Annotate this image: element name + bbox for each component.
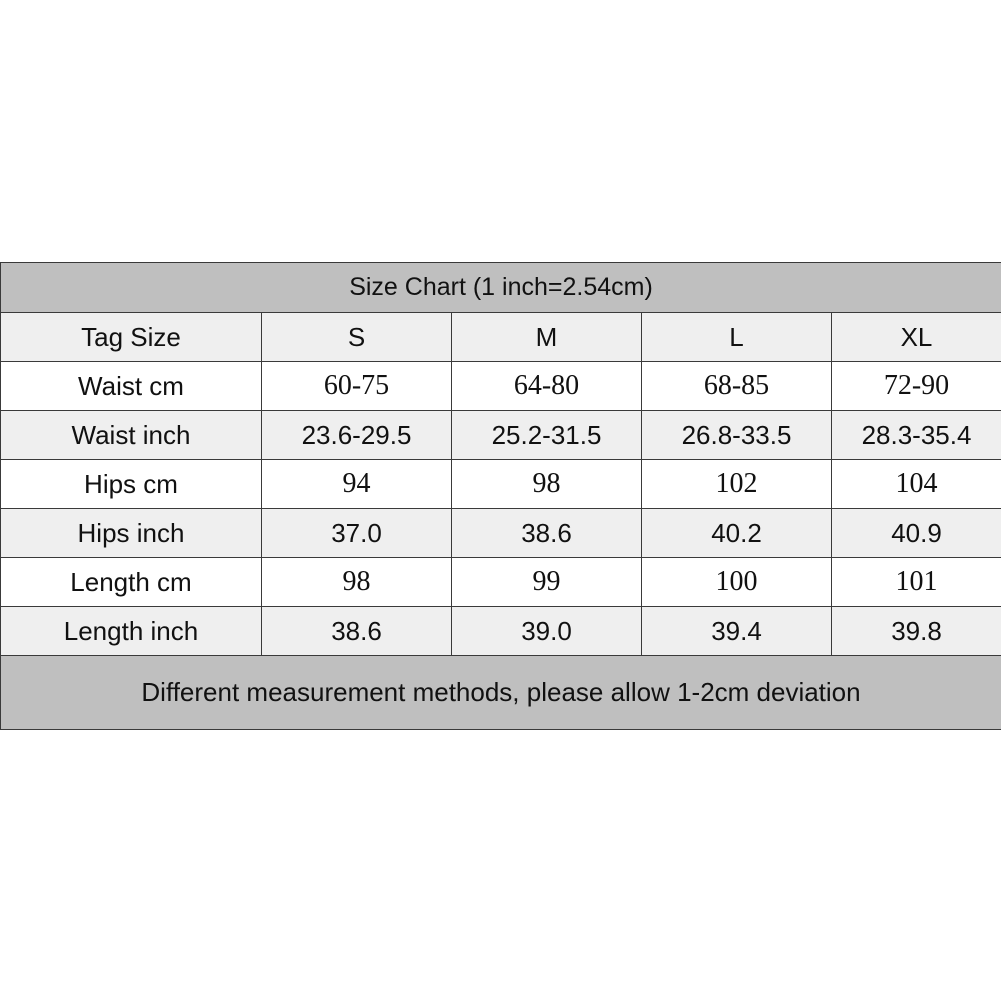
- cell-value: 98: [262, 558, 452, 607]
- row-label: Hips cm: [1, 460, 262, 509]
- tag-size-label: Tag Size: [1, 313, 262, 362]
- table-row-length-inch: [1, 607, 1001, 656]
- cell-value: 104: [832, 460, 1001, 509]
- cell-value: 64-80: [452, 362, 642, 411]
- cell-value: 23.6-29.5: [262, 411, 452, 460]
- cell-value: 99: [452, 558, 642, 607]
- header-row: [1, 313, 1001, 362]
- cell-value: 98: [452, 460, 642, 509]
- cell-value: 40.9: [832, 509, 1001, 558]
- row-label: Waist cm: [1, 362, 262, 411]
- table-row-waist-inch: [1, 411, 1001, 460]
- cell-value: 28.3-35.4: [832, 411, 1001, 460]
- cell-value: 25.2-31.5: [452, 411, 642, 460]
- cell-value: 38.6: [452, 509, 642, 558]
- cell-value: 68-85: [642, 362, 832, 411]
- table-row-length-cm: [1, 558, 1001, 607]
- cell-value: 102: [642, 460, 832, 509]
- cell-value: 60-75: [262, 362, 452, 411]
- cell-value: 39.4: [642, 607, 832, 656]
- cell-value: 40.2: [642, 509, 832, 558]
- row-label: Waist inch: [1, 411, 262, 460]
- cell-value: 100: [642, 558, 832, 607]
- deviation-note: Different measurement methods, please allow 1-2cm deviation: [1, 656, 1001, 730]
- cell-value: 26.8-33.5: [642, 411, 832, 460]
- size-header-xl: XL: [832, 313, 1001, 362]
- note-row: [1, 656, 1001, 730]
- size-header-l: L: [642, 313, 832, 362]
- chart-title: Size Chart (1 inch=2.54cm): [1, 263, 1001, 313]
- cell-value: 39.8: [832, 607, 1001, 656]
- row-label: Hips inch: [1, 509, 262, 558]
- title-row: [1, 263, 1001, 313]
- size-chart-table: [0, 262, 1001, 730]
- cell-value: 39.0: [452, 607, 642, 656]
- cell-value: 38.6: [262, 607, 452, 656]
- cell-value: 101: [832, 558, 1001, 607]
- table-row-hips-inch: [1, 509, 1001, 558]
- cell-value: 72-90: [832, 362, 1001, 411]
- table-row-hips-cm: [1, 460, 1001, 509]
- row-label: Length inch: [1, 607, 262, 656]
- size-header-s: S: [262, 313, 452, 362]
- cell-value: 94: [262, 460, 452, 509]
- table-row-waist-cm: [1, 362, 1001, 411]
- row-label: Length cm: [1, 558, 262, 607]
- size-header-m: M: [452, 313, 642, 362]
- cell-value: 37.0: [262, 509, 452, 558]
